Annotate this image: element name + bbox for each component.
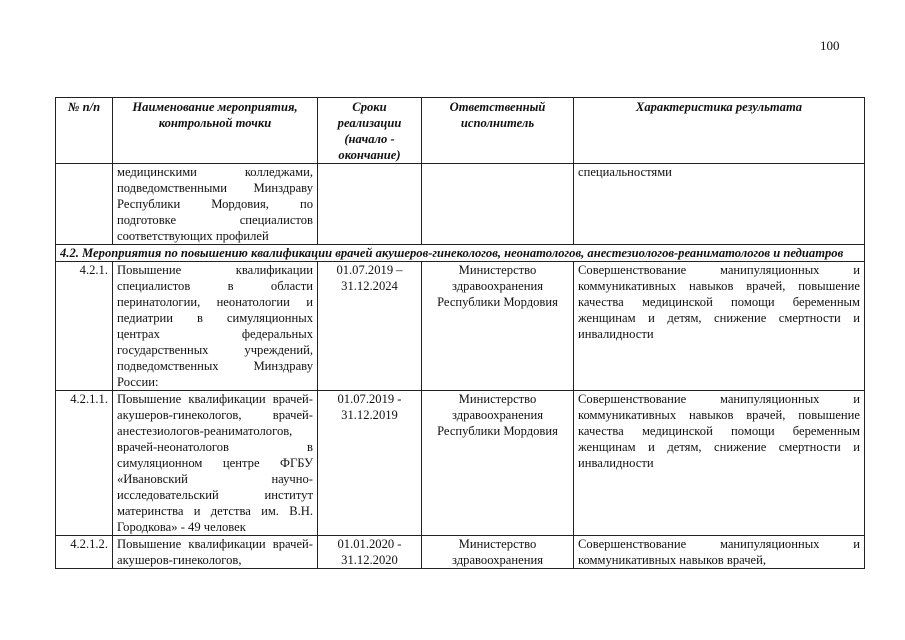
cell-dates: 01.01.2020 - 31.12.2020 [318, 536, 422, 569]
cell-num: 4.2.1.2. [56, 536, 113, 569]
table-row [56, 536, 865, 569]
header-result: Характеристика результата [574, 98, 865, 164]
table-header-row [56, 98, 865, 164]
cell-dates: 01.07.2019 - 31.12.2019 [318, 391, 422, 536]
cell-num: 4.2.1.1. [56, 391, 113, 536]
header-responsible: Ответственный исполнитель [422, 98, 574, 164]
table-row [56, 391, 865, 536]
cell-result: Совершенствование манипуляционных и коммуникативных навыков врачей, [574, 536, 865, 569]
measures-table [55, 97, 865, 569]
header-dates: Сроки реализации (начало - окончание) [318, 98, 422, 164]
cell-responsible: Министерство здравоохранения Республики Мордовия [422, 391, 574, 536]
header-num: № п/п [56, 98, 113, 164]
cell-name: медицинскими колледжами, подведомственными Минздраву Республики Мордовия, по подготовке специалистов соответствующих профилей [113, 164, 318, 245]
section-row [56, 245, 865, 262]
cell-name: Повышение квалификации специалистов в области перинатологии, неонатологии и педиатрии в симуляционных центрах федеральных государственных учреждений, подведомственных Минздраву России: [113, 262, 318, 391]
cell-result: Совершенствование манипуляционных и коммуникативных навыков врачей, повышение качества медицинской помощи беременным женщинам и детям, снижение смертности и инвалидности [574, 391, 865, 536]
section-title: 4.2. Мероприятия по повышению квалификации врачей акушеров-гинекологов, неонатологов, анестезиологов-реаниматологов и педиатров [56, 245, 865, 262]
header-name: Наименование мероприятия, контрольной точки [113, 98, 318, 164]
table-row [56, 262, 865, 391]
cell-num: 4.2.1. [56, 262, 113, 391]
cell-result: Совершенствование манипуляционных и коммуникативных навыков врачей, повышение качества медицинской помощи беременным женщинам и детям, снижение смертности и инвалидности [574, 262, 865, 391]
cell-responsible [422, 164, 574, 245]
cell-name: Повышение квалификации врачей-акушеров-гинекологов, [113, 536, 318, 569]
cell-responsible: Министерство здравоохранения [422, 536, 574, 569]
cell-result: специальностями [574, 164, 865, 245]
page-number: 100 [820, 38, 840, 53]
cell-responsible: Министерство здравоохранения Республики Мордовия [422, 262, 574, 391]
cell-num [56, 164, 113, 245]
cell-dates: 01.07.2019 – 31.12.2024 [318, 262, 422, 391]
cell-dates [318, 164, 422, 245]
table-row-continuation [56, 164, 865, 245]
cell-name: Повышение квалификации врачей-акушеров-гинекологов, врачей-анестезиологов-реаниматологов, врачей-неонатологов в симуляционном центре ФГБУ «Ивановский научно-исследовательский институт материнства и детства им. В.Н. Городкова» - 49 человек [113, 391, 318, 536]
